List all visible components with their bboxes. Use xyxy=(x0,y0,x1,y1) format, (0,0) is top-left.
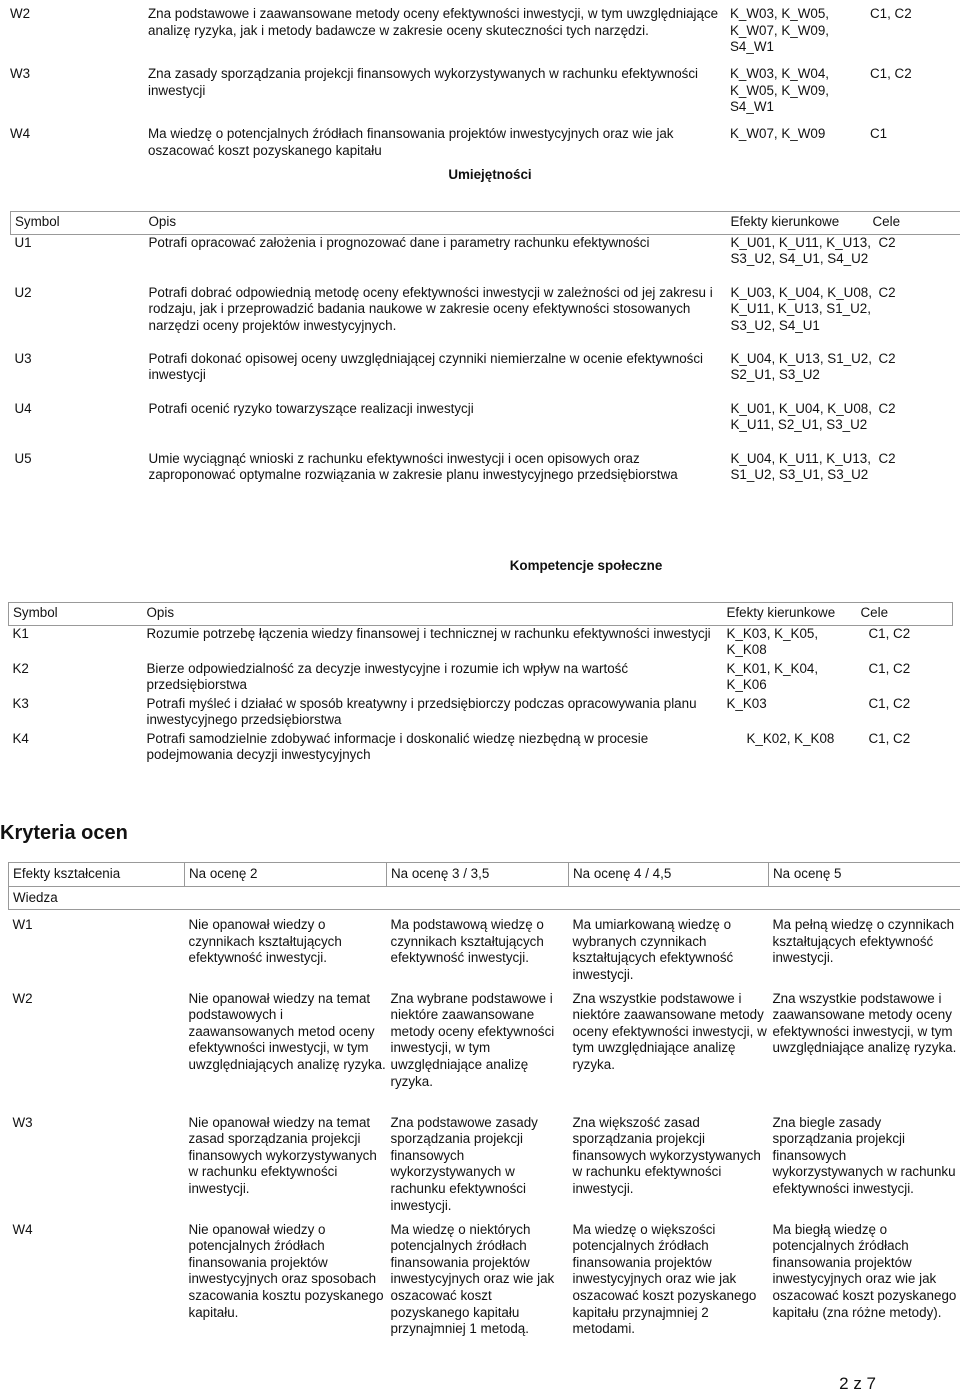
cell-ocena-3: Zna podstawowe zasady sporządzania projekcji finansowych wykorzystywanych w rachunku efektywności inwestycji. xyxy=(387,1108,569,1215)
row-description: Potrafi dokonać opisowej oceny uwzględniającej czynniki niemierzalne w ocenie efektywności inwestycji xyxy=(149,351,731,401)
row-effects: K_K03 xyxy=(727,696,861,731)
row-effects: K_U01, K_U04, K_U08, K_U11, S2_U1, S3_U2 xyxy=(731,401,873,451)
row-effects: K_K02, K_K08 xyxy=(727,731,861,764)
row-goals: C2 xyxy=(873,451,960,484)
section-title-kompetencje: Kompetencje społeczne xyxy=(0,558,960,575)
cell-ocena-5: Zna wszystkie podstawowe i zaawansowane metody oceny efektywności inwestycji, w tym uwzględniające analizę ryzyka. xyxy=(769,984,960,1108)
row-goals: C1, C2 xyxy=(861,625,953,661)
row-description: Potrafi ocenić ryzyko towarzyszące realizacji inwestycji xyxy=(149,401,731,451)
row-effects: K_U04, K_U11, K_U13, S1_U2, S3_U1, S3_U2 xyxy=(731,451,873,484)
row-effects: K_U04, K_U13, S1_U2, S2_U1, S3_U2 xyxy=(731,351,873,401)
kompetencje-table xyxy=(8,602,953,764)
row-goals: C2 xyxy=(873,234,960,285)
row-symbol: W2 xyxy=(9,984,185,1108)
table-row xyxy=(11,351,960,401)
cell-ocena-2: Nie opanował wiedzy o czynnikach kształtujących efektywność inwestycji. xyxy=(185,910,387,984)
row-symbol: W4 xyxy=(9,1215,185,1338)
cell-ocena-2: Nie opanował wiedzy na temat podstawowych i zaawansowanych metod oceny efektywności inwestycji, w tym uwzględniających analizę ryzyka. xyxy=(185,984,387,1108)
subheader-wiedza: Wiedza xyxy=(9,886,960,910)
row-goals: C2 xyxy=(873,401,960,451)
header-effects: Efekty kierunkowe xyxy=(731,212,873,235)
header-symbol: Symbol xyxy=(9,603,147,626)
row-goals: C1, C2 xyxy=(870,66,950,126)
cell-ocena-3: Ma podstawową wiedzę o czynnikach kształtujących efektywność inwestycji. xyxy=(387,910,569,984)
row-symbol: K1 xyxy=(9,625,147,661)
row-goals: C2 xyxy=(873,351,960,401)
header-description: Opis xyxy=(147,603,727,626)
cell-ocena-2: Nie opanował wiedzy na temat zasad sporządzania projekcji finansowych wykorzystywanych w rachunku efektywności inwestycji. xyxy=(185,1108,387,1215)
header-effects: Efekty kierunkowe xyxy=(727,603,861,626)
row-effects: K_W03, K_W05, K_W07, K_W09, S4_W1 xyxy=(730,6,870,66)
row-symbol: K3 xyxy=(9,696,147,731)
header-ocena-5: Na ocenę 5 xyxy=(769,863,960,887)
table-subheader-row xyxy=(9,886,960,910)
table-row xyxy=(9,731,953,764)
table-row xyxy=(11,451,960,484)
header-goals: Cele xyxy=(873,212,960,235)
header-ocena-4: Na ocenę 4 / 4,5 xyxy=(569,863,769,887)
row-description: Potrafi opracować założenia i prognozować dane i parametry rachunku efektywności xyxy=(149,234,731,285)
cell-ocena-5: Ma pełną wiedzę o czynnikach kształtujących efektywność inwestycji. xyxy=(769,910,960,984)
table-header-row xyxy=(9,863,960,887)
header-ocena-3: Na ocenę 3 / 3,5 xyxy=(387,863,569,887)
row-symbol: U5 xyxy=(11,451,149,484)
header-ocena-2: Na ocenę 2 xyxy=(185,863,387,887)
row-effects: K_K01, K_K04, K_K06 xyxy=(727,661,861,696)
table-row xyxy=(11,234,960,285)
cell-ocena-3: Zna wybrane podstawowe i niektóre zaawansowane metody oceny efektywności inwestycji, w tym uwzględniające analizę ryzyka. xyxy=(387,984,569,1108)
cell-ocena-4: Zna wszystkie podstawowe i niektóre zaawansowane metody oceny efektywności inwestycji, w tym uwzględniające analizę ryzyka. xyxy=(569,984,769,1108)
row-symbol: W3 xyxy=(10,66,148,126)
cell-ocena-4: Ma umiarkowaną wiedzę o wybranych czynnikach kształtujących efektywność inwestycji. xyxy=(569,910,769,984)
row-description: Zna zasady sporządzania projekcji finansowych wykorzystywanych w rachunku efektywności inwestycji xyxy=(148,66,730,126)
header-goals: Cele xyxy=(861,603,953,626)
row-goals: C1 xyxy=(870,126,950,165)
header-description: Opis xyxy=(149,212,731,235)
cell-ocena-4: Zna większość zasad sporządzania projekcji finansowych wykorzystywanych w rachunku efektywności inwestycji. xyxy=(569,1108,769,1215)
cell-ocena-5: Zna biegle zasady sporządzania projekcji finansowych wykorzystywanych w rachunku efektywności inwestycji. xyxy=(769,1108,960,1215)
row-description: Umie wyciągnąć wnioski z rachunku efektywności inwestycji i ocen opisowych oraz zaproponować optymalne rozwiązania w zakresie planu inwestycyjnego przedsiębiorstwa xyxy=(149,451,731,484)
table-row xyxy=(9,910,960,984)
header-efekty: Efekty kształcenia xyxy=(9,863,185,887)
row-goals: C1, C2 xyxy=(870,6,950,66)
section-title-umiejetnosci: Umiejętności xyxy=(60,167,920,184)
wiedza-row-w2 xyxy=(10,6,950,66)
row-description: Ma wiedzę o potencjalnych źródłach finansowania projektów inwestycyjnych oraz wie jak oszacować koszt pozyskanego kapitału xyxy=(148,126,730,165)
row-goals: C1, C2 xyxy=(861,661,953,696)
row-description: Potrafi myśleć i działać w sposób kreatywny i przedsiębiorczy podczas opracowywania planu inwestycyjnego przedsiębiorstwa xyxy=(147,696,727,731)
row-symbol: W2 xyxy=(10,6,148,66)
row-effects: K_K03, K_K05, K_K08 xyxy=(727,625,861,661)
wiedza-continuation-table xyxy=(10,6,950,165)
table-row xyxy=(11,285,960,351)
row-description: Bierze odpowiedzialność za decyzje inwestycyjne i rozumie ich wpływ na wartość przedsiębiorstwa xyxy=(147,661,727,696)
cell-ocena-2: Nie opanował wiedzy o potencjalnych źródłach finansowania projektów inwestycyjnych oraz sposobach szacowania kosztu pozyskanego kapitału. xyxy=(185,1215,387,1338)
row-symbol: W4 xyxy=(10,126,148,165)
row-effects: K_U01, K_U11, K_U13, S3_U2, S4_U1, S4_U2 xyxy=(731,234,873,285)
row-goals: C1, C2 xyxy=(861,696,953,731)
cell-ocena-5: Ma biegłą wiedzę o potencjalnych źródłach finansowania projektów inwestycyjnych oraz wie jak oszacować koszt pozyskanego kapitału (zna różne metody). xyxy=(769,1215,960,1338)
table-header-row xyxy=(9,603,953,626)
section-title-kryteria: Kryteria ocen xyxy=(0,825,128,842)
row-description: Zna podstawowe i zaawansowane metody oceny efektywności inwestycji, w tym uwzględniające analizę ryzyka, jak i metody badawcze w zakresie oceny skuteczności tych narzędzi. xyxy=(148,6,730,66)
wiedza-row-w4 xyxy=(10,126,950,165)
table-row xyxy=(9,625,953,661)
row-effects: K_U03, K_U04, K_U08, K_U11, K_U13, S1_U2, S3_U2, S4_U1 xyxy=(731,285,873,351)
row-symbol: U4 xyxy=(11,401,149,451)
table-row xyxy=(9,984,960,1108)
table-header-row xyxy=(11,212,960,235)
umiejetnosci-table xyxy=(10,211,960,484)
table-row xyxy=(9,661,953,696)
row-symbol: U2 xyxy=(11,285,149,351)
row-goals: C2 xyxy=(873,285,960,351)
page-number: 2 z 7 xyxy=(839,1376,876,1393)
row-symbol: U3 xyxy=(11,351,149,401)
table-row xyxy=(9,1108,960,1215)
kryteria-table xyxy=(8,862,960,1338)
row-symbol: K2 xyxy=(9,661,147,696)
row-symbol: W3 xyxy=(9,1108,185,1215)
row-symbol: U1 xyxy=(11,234,149,285)
row-effects: K_W07, K_W09 xyxy=(730,126,870,165)
row-description: Rozumie potrzebę łączenia wiedzy finansowej i technicznej w rachunku efektywności inwestycji xyxy=(147,625,727,661)
row-symbol: K4 xyxy=(9,731,147,764)
wiedza-row-w3 xyxy=(10,66,950,126)
row-goals: C1, C2 xyxy=(861,731,953,764)
row-description: Potrafi dobrać odpowiednią metodę oceny efektywności inwestycji w zależności od jej zakresu i rodzaju, jak i przeprowadzić badania naukowe w zakresie oceny efektywności stosowanych narzędzi oceny projektów inwestycyjnych. xyxy=(149,285,731,351)
row-description: Potrafi samodzielnie zdobywać informacje i doskonalić wiedzę niezbędną w procesie podejmowania decyzji inwestycyjnych xyxy=(147,731,727,764)
cell-ocena-4: Ma wiedzę o większości potencjalnych źródłach finansowania projektów inwestycyjnych oraz wie jak oszacować koszt pozyskanego kapitału przynajmniej 2 metodami. xyxy=(569,1215,769,1338)
header-symbol: Symbol xyxy=(11,212,149,235)
table-row xyxy=(11,401,960,451)
cell-ocena-3: Ma wiedzę o niektórych potencjalnych źródłach finansowania projektów inwestycyjnych oraz wie jak oszacować koszt pozyskanego kapitału przynajmniej 1 metodą. xyxy=(387,1215,569,1338)
table-row xyxy=(9,696,953,731)
table-row xyxy=(9,1215,960,1338)
row-effects: K_W03, K_W04, K_W05, K_W09, S4_W1 xyxy=(730,66,870,126)
row-symbol: W1 xyxy=(9,910,185,984)
